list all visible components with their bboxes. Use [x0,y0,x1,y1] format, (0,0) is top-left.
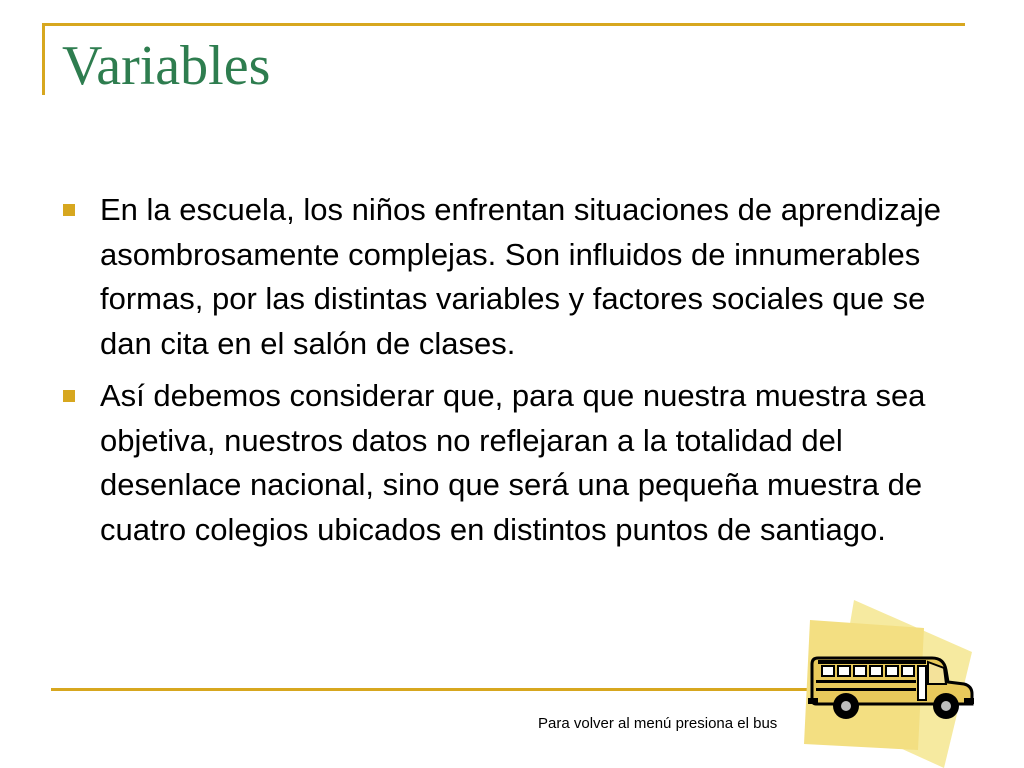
slide-title: Variables [62,35,271,97]
square-bullet-icon [63,204,75,216]
square-bullet-icon [63,390,75,402]
bullet-list [60,188,960,560]
left-divider [42,23,45,95]
bullet-text: En la escuela, los niños enfrentan situaciones de aprendizaje asombrosamente complejas. Son influidos de innumerables formas, por las distintas variables y factores sociales que se dan cita en el salón de clases. [100,192,941,361]
bullet-item [60,188,960,366]
menu-bus-button[interactable] [796,598,976,768]
bullet-text: Así debemos considerar que, para que nuestra muestra sea objetiva, nuestros datos no reflejaran a la totalidad del desenlace nacional, sino que será una pequeña muestra de cuatro colegios ubicados en distintos puntos de santiago. [100,378,926,547]
school-bus-icon [796,598,976,768]
top-divider [42,23,965,26]
bullet-item [60,374,960,552]
footer-instruction: Para volver al menú presiona el bus [538,715,778,732]
